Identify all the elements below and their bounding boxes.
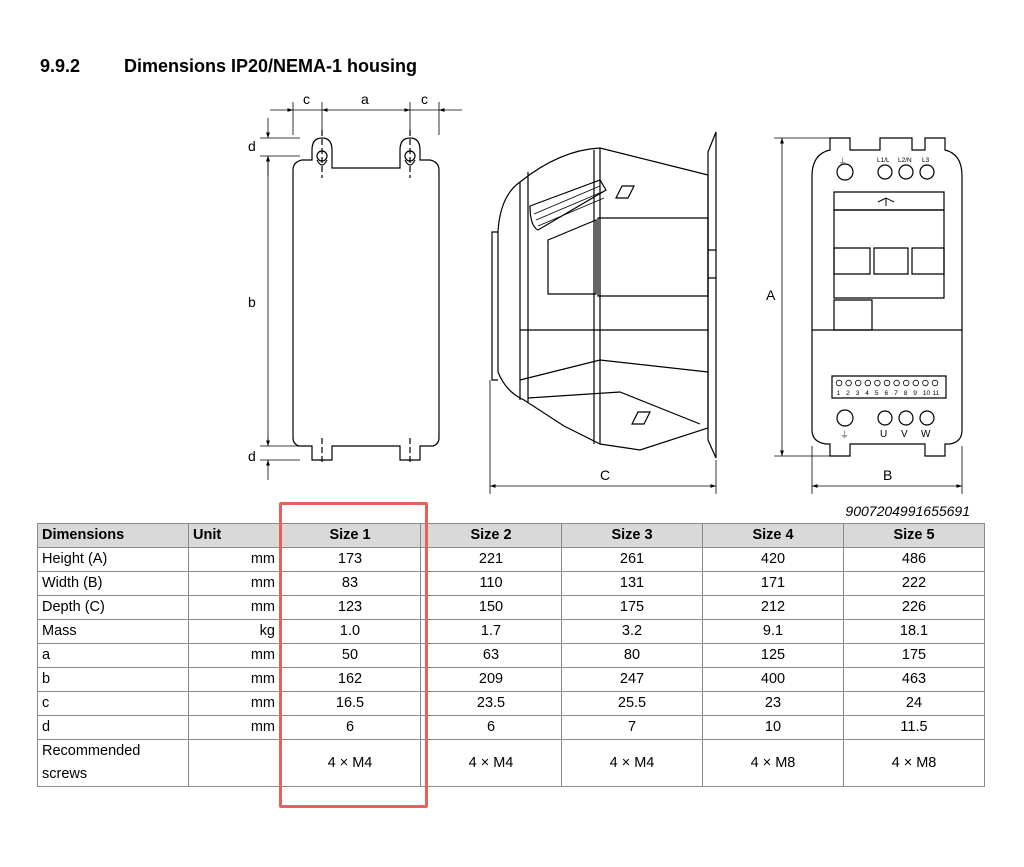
label-B: B (883, 467, 893, 483)
cell-size2: 221 (421, 548, 562, 572)
cell-size4: 23 (703, 692, 844, 716)
table-row (38, 548, 985, 572)
cell-size5: 226 (844, 596, 985, 620)
top-terminal-l3: L3 (922, 157, 930, 164)
col-header-dimensions: Dimensions (38, 524, 189, 548)
top-terminal-l2: L2/N (898, 157, 912, 164)
control-terminal-number: 5 (874, 390, 879, 397)
label-c-right: c (421, 91, 428, 107)
cell-size2: 209 (421, 668, 562, 692)
label-d-bottom: d (248, 448, 256, 464)
cell-size1: 1.0 (280, 620, 421, 644)
cell-size3: 3.2 (562, 620, 703, 644)
table-row (38, 668, 985, 692)
figure-id: 9007204991655691 (845, 503, 970, 519)
bottom-terminal-u: U (880, 429, 888, 440)
cell-size2: 1.7 (421, 620, 562, 644)
cell-size3: 247 (562, 668, 703, 692)
section-number: 9.9.2 (40, 56, 81, 76)
control-terminal-number: 6 (884, 390, 889, 397)
top-terminal-ground: ⏚ (838, 157, 848, 167)
control-terminal-number: 8 (903, 390, 908, 397)
cell-size4: 400 (703, 668, 844, 692)
row-name: b (38, 668, 189, 692)
terminal-view (774, 138, 962, 494)
cell-size2: 6 (421, 716, 562, 740)
control-terminals (836, 380, 939, 397)
cell-size3: 80 (562, 644, 703, 668)
row-unit: mm (189, 548, 280, 572)
label-d-top: d (248, 138, 256, 154)
label-b: b (248, 294, 256, 310)
cell-size5: 18.1 (844, 620, 985, 644)
col-header-size5: Size 5 (844, 524, 985, 548)
label-c-left: c (303, 91, 310, 107)
cell-size5: 11.5 (844, 716, 985, 740)
cell-size5: 222 (844, 572, 985, 596)
label-A: A (766, 287, 776, 303)
row-name: c (38, 692, 189, 716)
row-name: Mass (38, 620, 189, 644)
side-view (490, 132, 716, 494)
cell-size4: 125 (703, 644, 844, 668)
control-terminal-hole (855, 380, 861, 386)
control-terminal-hole (913, 380, 919, 386)
top-terminal-l1: L1/L (877, 157, 890, 164)
cell-size4: 4 × M8 (703, 740, 844, 787)
cell-size4: 212 (703, 596, 844, 620)
bottom-terminal-v: V (901, 429, 908, 440)
row-unit: kg (189, 620, 280, 644)
control-terminal-hole (865, 380, 871, 386)
col-header-size1: Size 1 (280, 524, 421, 548)
cell-size3: 4 × M4 (562, 740, 703, 787)
cell-size3: 175 (562, 596, 703, 620)
table-row (38, 572, 985, 596)
control-terminal-hole (923, 380, 929, 386)
control-terminal-hole (932, 380, 938, 386)
row-unit: mm (189, 644, 280, 668)
row-name: Width (B) (38, 572, 189, 596)
front-view (260, 102, 462, 480)
control-terminal-number: 11 (932, 390, 940, 397)
row-unit: mm (189, 596, 280, 620)
cell-size1: 162 (280, 668, 421, 692)
cell-size5: 4 × M8 (844, 740, 985, 787)
control-terminal-hole (846, 380, 852, 386)
cell-size1: 16.5 (280, 692, 421, 716)
table-body (38, 548, 985, 787)
row-unit: mm (189, 692, 280, 716)
cell-size1: 6 (280, 716, 421, 740)
cell-size3: 131 (562, 572, 703, 596)
control-terminal-number: 7 (894, 390, 898, 397)
cell-size5: 24 (844, 692, 985, 716)
cell-size1: 4 × M4 (280, 740, 421, 787)
control-terminal-hole (903, 380, 909, 386)
cell-size5: 486 (844, 548, 985, 572)
section-title: Dimensions IP20/NEMA-1 housing (124, 56, 418, 76)
table-row (38, 620, 985, 644)
bottom-terminal-ground: ⏚ (840, 430, 850, 440)
cell-size3: 25.5 (562, 692, 703, 716)
table-row (38, 740, 985, 787)
cell-size1: 173 (280, 548, 421, 572)
control-terminal-hole (836, 380, 842, 386)
cell-size2: 23.5 (421, 692, 562, 716)
cell-size3: 7 (562, 716, 703, 740)
control-terminal-number: 1 (836, 390, 841, 397)
control-terminal-hole (894, 380, 900, 386)
row-name: Depth (C) (38, 596, 189, 620)
table-header-row (38, 524, 985, 548)
cell-size2: 110 (421, 572, 562, 596)
control-terminal-number: 3 (855, 390, 860, 397)
col-header-size3: Size 3 (562, 524, 703, 548)
cell-size2: 150 (421, 596, 562, 620)
col-header-size4: Size 4 (703, 524, 844, 548)
cell-size2: 4 × M4 (421, 740, 562, 787)
table-row (38, 692, 985, 716)
bottom-terminal-w: W (921, 429, 931, 440)
label-C: C (600, 467, 611, 483)
control-terminal-number: 9 (913, 390, 917, 397)
cell-size5: 175 (844, 644, 985, 668)
control-terminal-number: 10 (922, 390, 931, 397)
cell-size4: 420 (703, 548, 844, 572)
control-terminal-number: 4 (865, 390, 869, 397)
cell-size1: 50 (280, 644, 421, 668)
row-unit: mm (189, 572, 280, 596)
col-header-unit: Unit (189, 524, 280, 548)
row-name: Height (A) (38, 548, 189, 572)
label-a: a (361, 91, 369, 107)
control-terminal-hole (884, 380, 890, 386)
cell-size2: 63 (421, 644, 562, 668)
cell-size3: 261 (562, 548, 703, 572)
cell-size5: 463 (844, 668, 985, 692)
cell-size4: 9.1 (703, 620, 844, 644)
row-name: a (38, 644, 189, 668)
row-unit: mm (189, 716, 280, 740)
cell-size1: 83 (280, 572, 421, 596)
table-row (38, 716, 985, 740)
table-row (38, 644, 985, 668)
table-row (38, 596, 985, 620)
col-header-size2: Size 2 (421, 524, 562, 548)
control-terminal-number: 2 (846, 390, 850, 397)
cell-size1: 123 (280, 596, 421, 620)
row-name: d (38, 716, 189, 740)
dimensions-table (37, 523, 985, 787)
control-terminal-hole (875, 380, 881, 386)
row-name: Recommended screws (38, 740, 189, 787)
row-unit (189, 740, 280, 787)
cell-size4: 10 (703, 716, 844, 740)
cell-size4: 171 (703, 572, 844, 596)
row-unit: mm (189, 668, 280, 692)
